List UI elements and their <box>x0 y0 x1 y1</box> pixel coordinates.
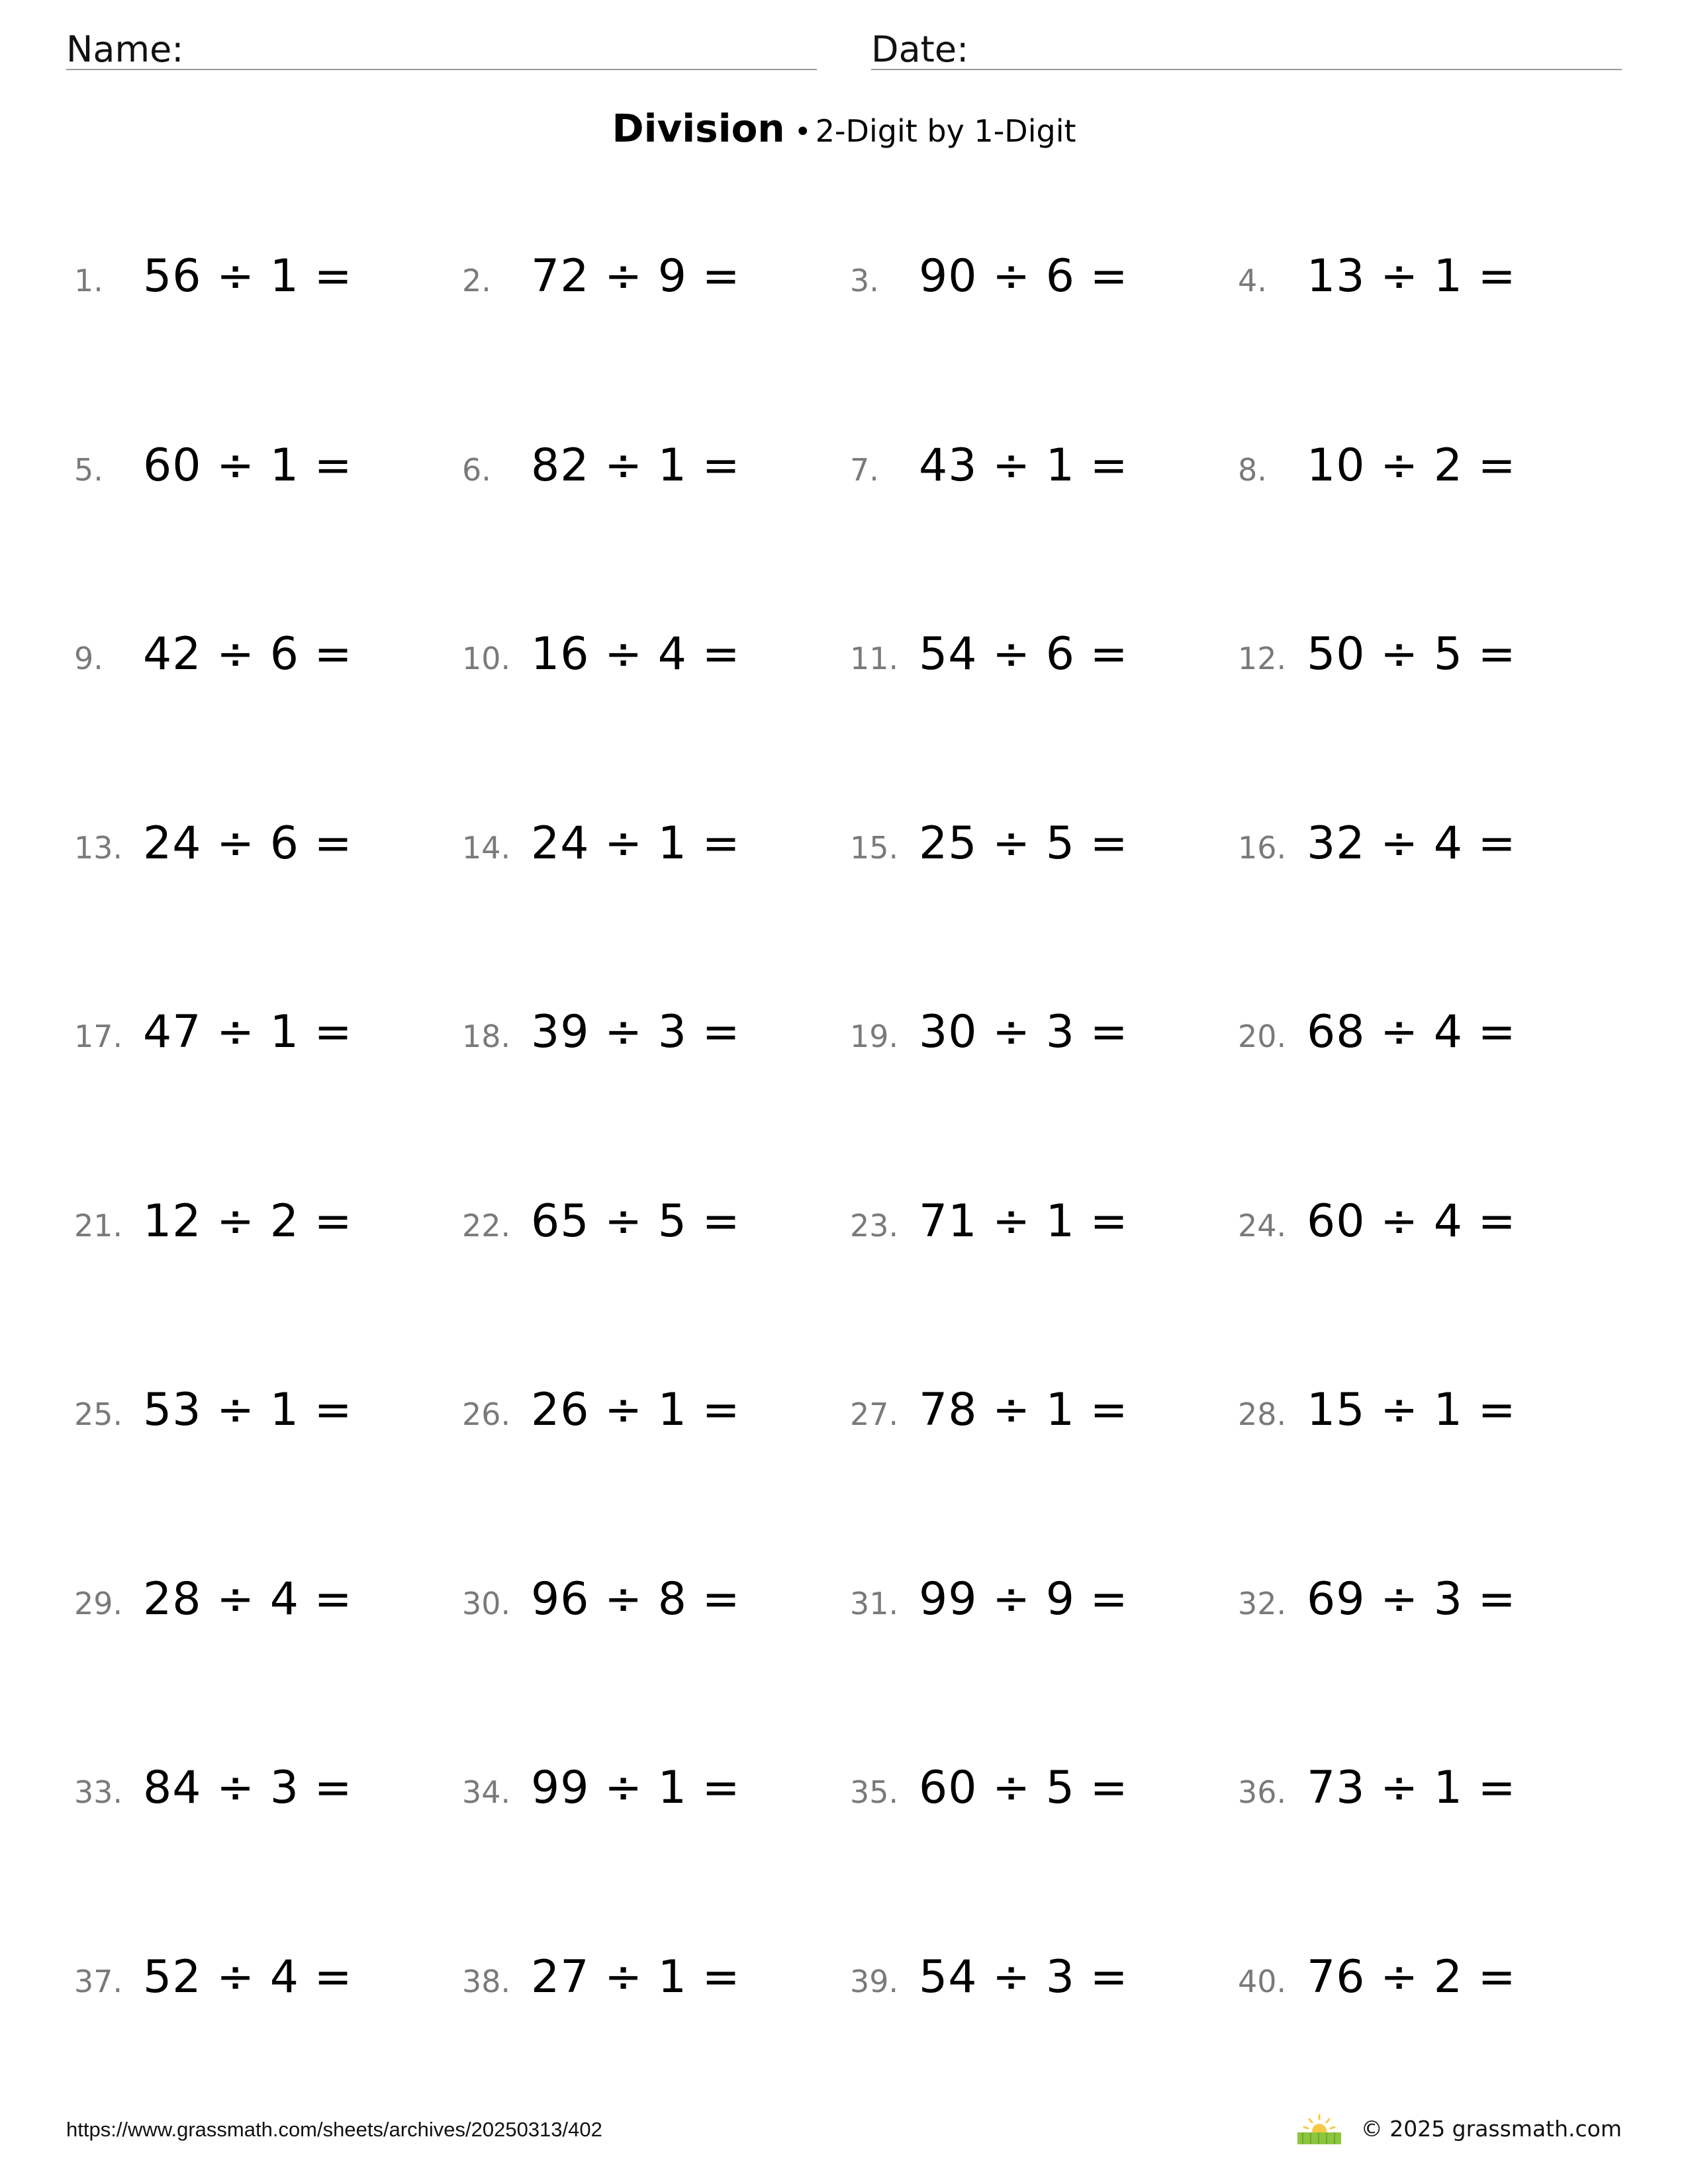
problem-item <box>74 1762 462 1848</box>
problem-expression: 73 ÷ 1 = <box>1307 1762 1517 1814</box>
problem-item <box>850 1384 1238 1470</box>
problem-expression: 54 ÷ 3 = <box>919 1950 1129 2003</box>
problem-number: 27. <box>850 1396 899 1432</box>
problem-number: 15. <box>850 829 899 866</box>
problem-number: 13. <box>74 829 123 866</box>
problem-expression: 99 ÷ 1 = <box>531 1762 741 1814</box>
problem-item <box>462 1384 850 1470</box>
problem-expression: 68 ÷ 4 = <box>1307 1006 1517 1058</box>
problem-expression: 47 ÷ 1 = <box>143 1006 353 1058</box>
problem-item <box>850 1195 1238 1281</box>
worksheet-title <box>0 106 1688 151</box>
problem-expression: 12 ÷ 2 = <box>143 1195 353 1248</box>
problem-expression: 24 ÷ 1 = <box>531 817 741 870</box>
problem-number: 6. <box>462 451 491 488</box>
problem-number: 1. <box>74 263 103 298</box>
problem-item <box>850 1951 1238 2037</box>
problem-expression: 60 ÷ 4 = <box>1307 1195 1517 1248</box>
sun-over-grass-icon <box>1296 2113 1342 2144</box>
problem-number: 19. <box>850 1019 899 1054</box>
problem-expression: 28 ÷ 4 = <box>143 1572 353 1625</box>
problem-expression: 53 ÷ 1 = <box>143 1384 353 1436</box>
date-label: Date: <box>871 28 969 70</box>
problem-expression: 96 ÷ 8 = <box>531 1572 741 1625</box>
problem-item <box>850 628 1238 714</box>
problem-item <box>74 1384 462 1470</box>
problem-expression: 60 ÷ 5 = <box>919 1762 1129 1814</box>
problem-number: 7. <box>850 451 879 488</box>
problem-item <box>850 1006 1238 1092</box>
problem-number: 31. <box>850 1585 899 1621</box>
problem-number: 14. <box>462 829 511 866</box>
problem-expression: 50 ÷ 5 = <box>1307 628 1517 680</box>
problem-expression: 78 ÷ 1 = <box>919 1384 1129 1436</box>
problem-number: 20. <box>1238 1019 1287 1054</box>
problem-item <box>850 1573 1238 1659</box>
problem-item <box>1238 1006 1626 1092</box>
problem-item <box>74 439 462 525</box>
problem-item <box>462 1195 850 1281</box>
problem-number: 9. <box>74 641 103 676</box>
problem-number: 23. <box>850 1207 899 1244</box>
problem-expression: 69 ÷ 3 = <box>1307 1572 1517 1625</box>
problem-item <box>462 1951 850 2037</box>
problem-number: 36. <box>1238 1774 1287 1810</box>
problem-expression: 82 ÷ 1 = <box>531 439 741 492</box>
problem-expression: 15 ÷ 1 = <box>1307 1384 1517 1436</box>
problem-number: 17. <box>74 1019 123 1054</box>
title-separator: • <box>794 115 812 149</box>
footer-branding <box>1296 2113 1622 2144</box>
problem-item <box>462 817 850 903</box>
name-label: Name: <box>66 28 184 70</box>
problem-expression: 72 ÷ 9 = <box>531 250 741 302</box>
problem-number: 24. <box>1238 1207 1287 1244</box>
problem-item <box>462 628 850 714</box>
problem-item <box>850 817 1238 903</box>
date-field[interactable] <box>871 24 1622 70</box>
problem-expression: 10 ÷ 2 = <box>1307 439 1517 492</box>
problem-item <box>74 1195 462 1281</box>
problem-expression: 65 ÷ 5 = <box>531 1195 741 1248</box>
problem-item <box>1238 1762 1626 1848</box>
problem-number: 12. <box>1238 641 1287 676</box>
problem-expression: 52 ÷ 4 = <box>143 1950 353 2003</box>
title-main: Division <box>612 106 785 151</box>
problem-item <box>462 1762 850 1848</box>
problem-item <box>1238 817 1626 903</box>
problem-item <box>462 439 850 525</box>
problem-item <box>74 250 462 336</box>
problem-expression: 30 ÷ 3 = <box>919 1006 1129 1058</box>
problem-item <box>74 628 462 714</box>
problem-expression: 39 ÷ 3 = <box>531 1006 741 1058</box>
problem-expression: 84 ÷ 3 = <box>143 1762 353 1814</box>
problem-item <box>850 1762 1238 1848</box>
problem-expression: 76 ÷ 2 = <box>1307 1950 1517 2003</box>
problem-expression: 24 ÷ 6 = <box>143 817 353 870</box>
problem-number: 3. <box>850 263 879 298</box>
problem-item <box>462 250 850 336</box>
title-subtitle: 2-Digit by 1-Digit <box>815 113 1076 149</box>
problem-number: 18. <box>462 1019 511 1054</box>
problem-grid <box>0 250 1688 2140</box>
problem-number: 25. <box>74 1396 123 1432</box>
problem-expression: 27 ÷ 1 = <box>531 1950 741 2003</box>
problem-number: 33. <box>74 1774 123 1810</box>
problem-number: 32. <box>1238 1585 1287 1621</box>
problem-item <box>74 817 462 903</box>
name-field[interactable] <box>66 24 817 70</box>
problem-item <box>1238 439 1626 525</box>
problem-expression: 60 ÷ 1 = <box>143 439 353 492</box>
problem-expression: 71 ÷ 1 = <box>919 1195 1129 1248</box>
problem-number: 5. <box>74 451 103 488</box>
problem-expression: 90 ÷ 6 = <box>919 250 1129 302</box>
problem-expression: 26 ÷ 1 = <box>531 1384 741 1436</box>
problem-expression: 25 ÷ 5 = <box>919 817 1129 870</box>
problem-number: 35. <box>850 1774 899 1810</box>
problem-number: 38. <box>462 1963 511 1999</box>
problem-number: 37. <box>74 1963 123 1999</box>
problem-number: 16. <box>1238 829 1287 866</box>
problem-item <box>74 1951 462 2037</box>
problem-expression: 13 ÷ 1 = <box>1307 250 1517 302</box>
problem-number: 29. <box>74 1585 123 1621</box>
problem-item <box>74 1006 462 1092</box>
problem-number: 40. <box>1238 1963 1287 1999</box>
problem-expression: 54 ÷ 6 = <box>919 628 1129 680</box>
problem-expression: 99 ÷ 9 = <box>919 1572 1129 1625</box>
problem-number: 30. <box>462 1585 511 1621</box>
problem-number: 22. <box>462 1207 511 1244</box>
problem-number: 4. <box>1238 263 1267 298</box>
problem-item <box>1238 250 1626 336</box>
problem-number: 28. <box>1238 1396 1287 1432</box>
problem-number: 2. <box>462 263 491 298</box>
problem-number: 34. <box>462 1774 511 1810</box>
problem-number: 8. <box>1238 451 1267 488</box>
copyright-text: © 2025 grassmath.com <box>1360 2115 1622 2142</box>
problem-item <box>1238 1384 1626 1470</box>
problem-item <box>1238 1573 1626 1659</box>
problem-number: 11. <box>850 641 899 676</box>
problem-item <box>1238 1951 1626 2037</box>
problem-expression: 32 ÷ 4 = <box>1307 817 1517 870</box>
problem-expression: 43 ÷ 1 = <box>919 439 1129 492</box>
problem-number: 39. <box>850 1963 899 1999</box>
problem-expression: 16 ÷ 4 = <box>531 628 741 680</box>
problem-number: 21. <box>74 1207 123 1244</box>
problem-item <box>850 250 1238 336</box>
problem-expression: 42 ÷ 6 = <box>143 628 353 680</box>
problem-item <box>462 1573 850 1659</box>
problem-number: 26. <box>462 1396 511 1432</box>
problem-item <box>74 1573 462 1659</box>
problem-item <box>1238 628 1626 714</box>
problem-item <box>850 439 1238 525</box>
problem-item <box>462 1006 850 1092</box>
problem-item <box>1238 1195 1626 1281</box>
footer-url: https://www.grassmath.com/sheets/archives/20250313/402 <box>66 2118 602 2141</box>
problem-expression: 56 ÷ 1 = <box>143 250 353 302</box>
problem-number: 10. <box>462 641 511 676</box>
